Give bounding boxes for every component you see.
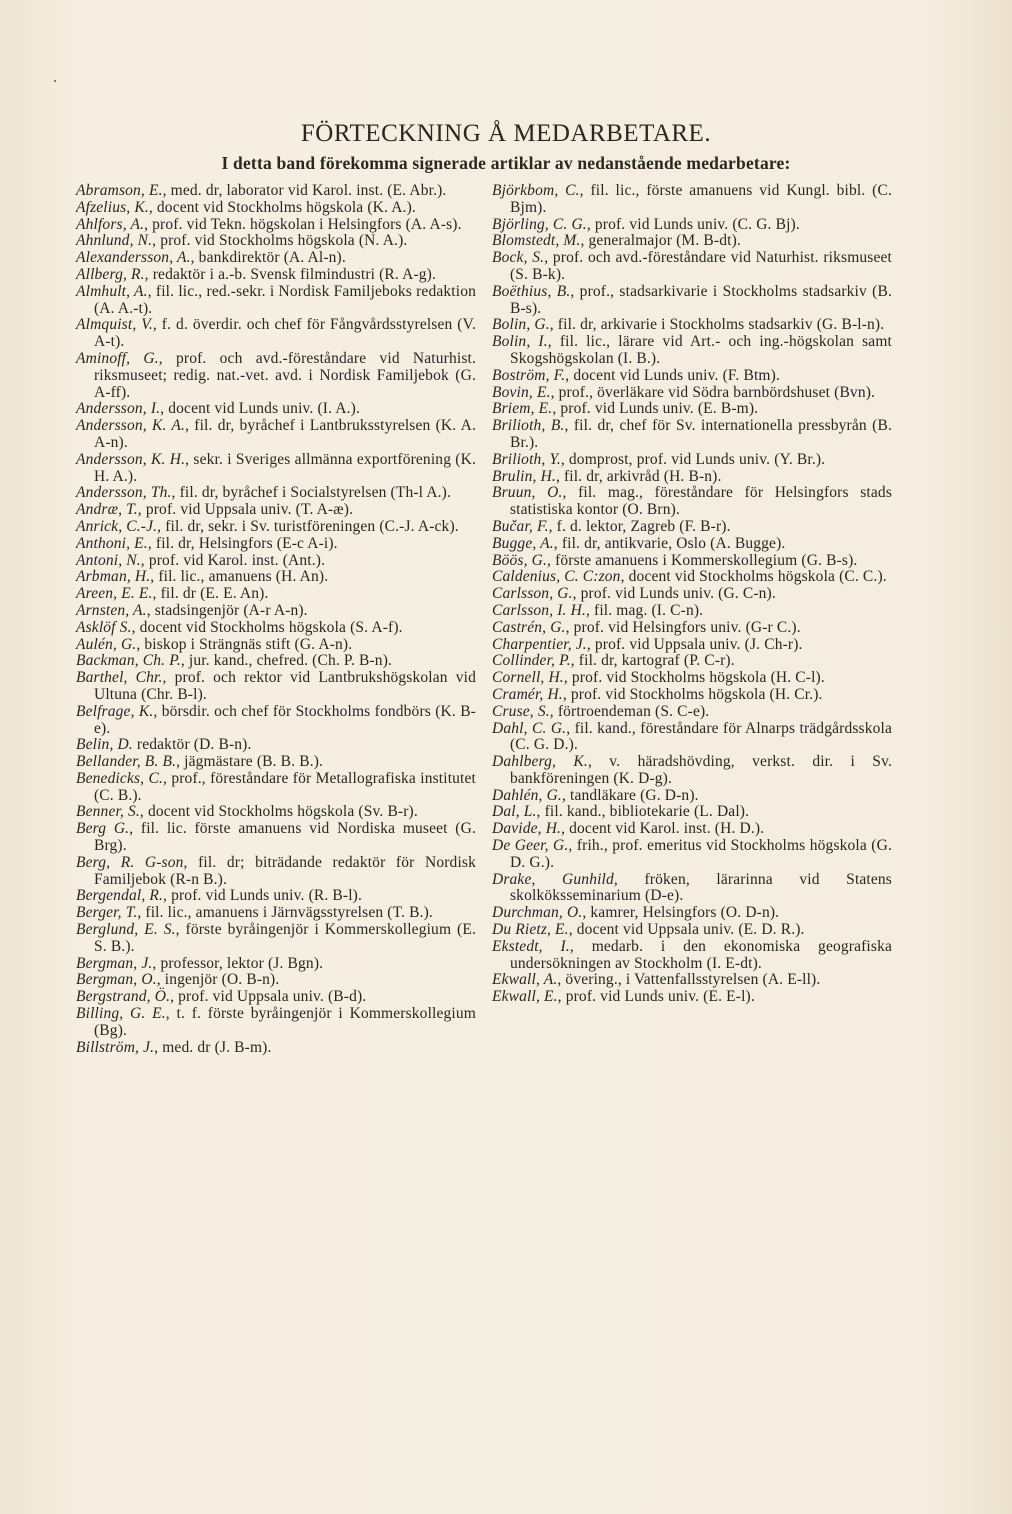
contributor-entry — [76, 502, 476, 519]
contributor-name: Collinder, P. — [492, 652, 571, 670]
contributor-name: Berg, R. G-son — [76, 853, 184, 871]
contributor-details: , fil. dr, byråchef i Lantbruksstyrelsen (K. A. A-n). — [94, 417, 476, 451]
left-column — [76, 183, 476, 1056]
contributor-details: , docent vid Stockholms högskola (C. C.). — [620, 568, 887, 586]
contributor-name: Böös, G. — [492, 551, 548, 569]
contributor-entry — [76, 922, 476, 956]
contributor-details: , prof. vid Helsingfors univ. (G-r C.). — [565, 618, 801, 636]
contributor-entry — [76, 888, 476, 905]
contributor-details: , fil. lic., förste amanuens vid Kungl. bibl. (C. Bjm). — [510, 182, 892, 216]
contributor-details: , prof. och avd.-föreståndare vid Naturhist. riksmuseet; redig. nat.-vet. avd. i Nordisk Familjebok (G. A-ff). — [94, 349, 476, 401]
contributor-name: Castrén, G. — [492, 618, 566, 636]
contributor-entry — [492, 838, 892, 872]
contributor-details: , fröken, lärarinna vid Statens skolköksseminarium (D-e). — [510, 870, 892, 905]
speck — [54, 80, 56, 82]
contributor-entry — [492, 922, 892, 939]
contributor-entry — [76, 452, 476, 486]
contributor-details: , frih., prof. emeritus vid Stockholms högskola (G. D. G.). — [510, 837, 892, 871]
contributor-details: , förste amanuens i Kommerskollegium (G. B-s). — [547, 551, 858, 569]
contributor-entry — [76, 956, 476, 973]
contributor-details: , fil. dr, Helsingfors (E-c A-i). — [147, 534, 338, 552]
contributor-entry — [76, 804, 476, 821]
contributor-entry — [492, 972, 892, 989]
contributor-entry — [76, 1040, 476, 1057]
contributor-entry — [76, 670, 476, 704]
contributor-name: Afzelius, K. — [76, 198, 149, 216]
contributor-details: , jägmästare (B. B. B.). — [176, 753, 324, 771]
contributor-entry — [76, 821, 476, 855]
contributor-name: Bolin, I. — [492, 333, 548, 351]
contributor-name: Bruun, O. — [492, 484, 563, 502]
contributor-details: , fil. kand., bibliotekarie (L. Dal). — [536, 803, 750, 821]
contributor-entry — [76, 418, 476, 452]
contributor-name: Bučar, F. — [492, 517, 549, 535]
contributor-name: De Geer, G. — [492, 837, 569, 855]
contributor-details: , docent vid Stockholms högskola (S. A-f). — [131, 618, 403, 636]
contributor-name: Backman, Ch. P. — [76, 652, 181, 670]
contributor-entry — [492, 670, 892, 687]
contributor-entry — [76, 217, 476, 234]
contributor-entry — [76, 653, 476, 670]
contributor-name: Bolin, G. — [492, 316, 550, 334]
contributor-entry — [76, 586, 476, 603]
contributor-details: , fil. lic., amanuens i Järnvägsstyrelsen (T. B.). — [137, 904, 433, 922]
contributor-details: , prof. vid Uppsala univ. (T. A-æ). — [137, 501, 354, 519]
contributor-entry — [76, 989, 476, 1006]
contributor-details: , sekr. i Sveriges allmänna exportförening (K. H. A.). — [94, 450, 476, 485]
contributor-details: , börsdir. och chef för Stockholms fondbörs (K. B-e). — [94, 702, 476, 737]
contributor-name: Ahlfors, A. — [76, 215, 145, 233]
contributor-name: Bergendal, R. — [76, 887, 164, 905]
contributor-name: Benedicks, C. — [76, 769, 164, 787]
contributor-details: , prof. vid Stockholms högskola (N. A.). — [152, 232, 408, 250]
contributor-details: redaktör (D. B-n). — [132, 736, 252, 754]
contributor-entry — [492, 586, 892, 603]
contributor-entry — [492, 939, 892, 973]
contributor-details: , fil. lic. förste amanuens vid Nordiska museet (G. Brg). — [94, 820, 476, 855]
contributor-details: , fil. dr, arkivråd (H. B-n). — [555, 467, 722, 485]
contributor-name: Aulén, G. — [76, 635, 137, 653]
contributor-details: , fil. dr (E. E. An). — [152, 585, 269, 603]
contributor-entry — [492, 284, 892, 318]
contributor-entry — [492, 183, 892, 217]
contributor-name: Berg G. — [76, 820, 130, 838]
contributor-entry — [76, 1006, 476, 1040]
contributor-name: Anthoni, E. — [76, 534, 148, 552]
contributor-details: , prof., föreståndare för Metallografiska institutet (C. B.). — [94, 769, 477, 804]
contributor-name: Brilioth, B. — [492, 417, 565, 435]
contributor-name: Cornell, H. — [492, 669, 564, 687]
contributor-entry — [492, 334, 892, 368]
contributor-name: Dal, L. — [492, 803, 537, 821]
contributor-name: Antoni, N. — [76, 551, 141, 569]
contributor-entry — [76, 905, 476, 922]
contributor-name: Bugge, A. — [492, 534, 554, 552]
contributor-details: , fil. dr, sekr. i Sv. turistföreningen (C.-J. A-ck). — [157, 517, 459, 535]
contributor-details: , förtroendeman (S. C-e). — [549, 702, 710, 720]
contributor-details: , prof. vid Lunds univ. (G. C-n). — [572, 585, 776, 603]
contributor-name: Carlsson, G. — [492, 585, 573, 603]
contributor-entry — [492, 452, 892, 469]
contributor-name: Davide, H. — [492, 820, 562, 838]
contributor-name: Brulin, H. — [492, 467, 556, 485]
contributor-name: Blomstedt, M. — [492, 232, 581, 250]
contributor-entry — [76, 401, 476, 418]
contributor-name: Ekwall, E. — [492, 988, 558, 1006]
contributor-entry — [76, 200, 476, 217]
contributor-name: Charpentier, J. — [492, 635, 587, 653]
contributor-name: Berger, T. — [76, 904, 138, 922]
contributor-details: , docent vid Stockholms högskola (K. A.). — [148, 198, 416, 216]
contributor-name: Ahnlund, N. — [76, 232, 153, 250]
contributor-details: , prof. vid Tekn. högskolan i Helsingfors (A. A-s). — [144, 215, 462, 233]
contributor-entry — [492, 788, 892, 805]
contributor-entry — [492, 905, 892, 922]
contributor-entry — [492, 653, 892, 670]
contributor-details: , fil. lic., red.-sekr. i Nordisk Familjeboks redaktion (A. A.-t). — [94, 282, 477, 317]
contributor-name: Allberg, R. — [76, 265, 145, 283]
contributor-details: , prof. vid Uppsala univ. (J. Ch-r). — [586, 635, 803, 653]
contributor-name: Billström, J. — [76, 1038, 155, 1056]
contributor-details: , fil. lic., amanuens (H. An). — [150, 568, 329, 586]
contributor-entry — [492, 519, 892, 536]
contributor-entry — [492, 401, 892, 418]
contributor-name: Andersson, K. A. — [76, 417, 186, 435]
contributor-name: Björling, C. G. — [492, 215, 587, 233]
contributor-details: , v. häradshövding, verkst. dir. i Sv. bankföreningen (K. D-g). — [510, 753, 892, 787]
contributor-details: , fil. mag., föreståndare för Helsingfors stads statistiska kontor (O. Brn). — [510, 484, 892, 519]
contributor-details: , fil. dr, kartograf (P. C-r). — [570, 652, 735, 670]
contributor-name: Björkbom, C. — [492, 182, 580, 199]
contributor-name: Bovin, E. — [492, 383, 551, 401]
contributor-entry — [76, 317, 476, 351]
contributor-name: Brilioth, Y. — [492, 450, 561, 468]
contributor-details: , jur. kand., chefred. (Ch. P. B-n). — [180, 652, 393, 670]
contributor-name: Alexandersson, A. — [76, 249, 191, 267]
contributor-details: , fil. lic., lärare vid Art.- och ing.-högskolan samt Skogshögskolan (I. B.). — [510, 333, 892, 367]
contributor-entry — [492, 872, 892, 906]
contributor-entry — [76, 771, 476, 805]
contributor-details: , prof. vid Lunds univ. (E. B-m). — [552, 400, 759, 418]
contributor-entry — [492, 754, 892, 788]
contributor-name: Belfrage, K. — [76, 702, 154, 720]
contributor-entry — [492, 485, 892, 519]
contributor-details: , f. d. överdir. och chef för Fångvårdsstyrelsen (V. A-t). — [94, 316, 476, 351]
contributor-name: Areen, E. E. — [76, 585, 153, 603]
contributor-name: Andersson, K. H. — [76, 450, 186, 468]
contributor-entry — [76, 972, 476, 989]
contributor-details: , generalmajor (M. B-dt). — [580, 232, 741, 250]
contributor-name: Andersson, I. — [76, 400, 161, 418]
contributor-name: Briem, E. — [492, 400, 553, 418]
contributor-details: , prof. vid Uppsala univ. (B-d). — [170, 988, 367, 1006]
contributor-entry — [76, 553, 476, 570]
contributor-details: , prof. vid Stockholms högskola (H. Cr.). — [562, 685, 823, 703]
contributor-entry — [76, 754, 476, 771]
contributor-entry — [492, 418, 892, 452]
contributor-entry — [492, 620, 892, 637]
contributor-name: Boström, F. — [492, 366, 566, 384]
contributor-details: , övering., i Vattenfallsstyrelsen (A. E-ll). — [557, 971, 821, 989]
contributor-details: , med. dr, laborator vid Karol. inst. (E. Abr.). — [162, 182, 447, 199]
contributor-name: Ekstedt, I. — [492, 937, 570, 955]
contributor-name: Anrick, C.-J. — [76, 517, 158, 535]
contributor-details: , prof. vid Karol. inst. (Ant.). — [140, 551, 326, 569]
page-title: FÖRTECKNING Å MEDARBETARE. — [300, 120, 712, 147]
contributor-name: Bock, S. — [492, 249, 545, 267]
contributor-details: , fil. dr; biträdande redaktör för Nordisk Familjebok (R-n B.). — [94, 853, 476, 888]
contributor-entry — [76, 704, 476, 738]
contributor-entry — [492, 368, 892, 385]
contributor-details: , docent vid Stockholms högskola (Sv. B-r). — [139, 803, 418, 821]
contributor-entry — [76, 737, 476, 754]
contributor-name: Berglund, E. S. — [76, 921, 176, 939]
contributor-details: , prof., stadsarkivarie i Stockholms stadsarkiv (B. B-s). — [510, 282, 893, 317]
contributor-name: Andræ, T. — [76, 501, 138, 519]
contributor-details: , docent vid Lunds univ. (I. A.). — [160, 400, 361, 418]
contributor-entry — [492, 317, 892, 334]
contributor-name: Arnsten, A. — [76, 601, 147, 619]
contributor-name: Caldenius, C. C:zon — [492, 568, 621, 586]
contributor-entry — [492, 989, 892, 1006]
contributor-name: Belin, D. — [76, 736, 133, 754]
contributor-entry — [76, 351, 476, 401]
contributor-details: , fil. dr, chef för Sv. internationella pressbyrån (B. Br.). — [510, 417, 892, 451]
contributor-entry — [76, 485, 476, 502]
contributor-details: , fil. dr, arkivarie i Stockholms stadsarkiv (G. B-l-n). — [549, 316, 885, 334]
contributor-entry — [492, 233, 892, 250]
contributor-details: , docent vid Uppsala univ. (E. D. R.). — [568, 921, 805, 939]
contributor-entry — [492, 603, 892, 620]
contributor-details: , domprost, prof. vid Lunds univ. (Y. Br.). — [560, 450, 826, 468]
contributor-entry — [492, 637, 892, 654]
contributor-entry — [76, 536, 476, 553]
contributor-name: Drake, Gunhild — [492, 870, 614, 888]
contributor-details: , medarb. i den ekonomiska geografiska undersökningen av Stockholm (I. E-dt). — [510, 937, 892, 972]
contributor-details: , tandläkare (G. D-n). — [561, 786, 699, 804]
contributor-entry — [492, 821, 892, 838]
contributor-name: Barthel, Chr. — [76, 669, 163, 687]
contributor-entry — [492, 704, 892, 721]
contributor-details: , fil. dr, byråchef i Socialstyrelsen (Th-l A.). — [171, 484, 452, 502]
contributor-details: , prof. vid Lunds univ. (C. G. Bj). — [586, 215, 800, 233]
contributor-details: , fil. dr, antikvarie, Oslo (A. Bugge). — [553, 534, 786, 552]
contributor-details: , professor, lektor (J. Bgn). — [152, 954, 324, 972]
right-column — [492, 183, 892, 1006]
contributor-entry — [76, 603, 476, 620]
contributor-entry — [76, 267, 476, 284]
contributor-name: Aminoff, G. — [76, 349, 159, 367]
contributor-name: Bergstrand, Ö. — [76, 988, 171, 1006]
contributor-name: Bellander, B. B. — [76, 753, 177, 771]
contributor-name: Andersson, Th. — [76, 484, 172, 502]
contributor-name: Almhult, A. — [76, 282, 148, 300]
contributor-details: , biskop i Strängnäs stift (G. A-n). — [136, 635, 353, 653]
contributor-details: , fil. mag. (I. C-n). — [585, 601, 704, 619]
contributor-name: Dahlberg, K. — [492, 753, 588, 771]
contributor-name: Carlsson, I. H. — [492, 601, 586, 619]
contributor-entry — [492, 569, 892, 586]
contributor-entry — [492, 804, 892, 821]
contributor-entry — [76, 519, 476, 536]
contributor-name: Dahlén, G. — [492, 786, 562, 804]
contributor-details: , prof., överläkare vid Södra barnbördshuset (Bvn). — [550, 383, 876, 401]
contributor-details: , docent vid Lunds univ. (F. Btm). — [565, 366, 780, 384]
contributor-details: , redaktör i a.-b. Svensk filmindustri (R. A-g). — [144, 265, 436, 283]
contributor-name: Benner, S. — [76, 803, 140, 821]
contributor-entry — [492, 553, 892, 570]
contributor-name: Cruse, S. — [492, 702, 550, 720]
contributor-name: Dahl, C. G. — [492, 719, 567, 737]
contributor-details: , docent vid Karol. inst. (H. D.). — [561, 820, 765, 838]
contributor-details: , ingenjör (O. B-n). — [156, 971, 280, 989]
contributor-details: , bankdirektör (A. Al-n). — [190, 249, 346, 267]
contributor-entry — [492, 721, 892, 755]
contributor-name: Asklöf S. — [76, 618, 132, 636]
contributor-entry — [76, 250, 476, 267]
contributor-details: , förste byråingenjör i Kommerskollegium (E. S. B.). — [94, 921, 476, 955]
contributor-entry — [76, 637, 476, 654]
contributor-details: , prof. vid Lunds univ. (R. B-l). — [163, 887, 363, 905]
contributor-name: Cramér, H. — [492, 685, 563, 703]
contributor-name: Arbman, H. — [76, 568, 151, 586]
contributor-details: , prof. vid Lunds univ. (E. E-l). — [557, 988, 755, 1006]
contributor-details: , f. d. lektor, Zagreb (F. B-r). — [548, 517, 731, 535]
contributor-entry — [492, 217, 892, 234]
contributor-entry — [492, 687, 892, 704]
contributor-entry — [76, 855, 476, 889]
contributor-details: , med. dr (J. B-m). — [154, 1038, 272, 1056]
contributor-entry — [76, 183, 476, 200]
contributor-details: , kamrer, Helsingfors (O. D-n). — [582, 904, 780, 922]
contributor-name: Boëthius, B. — [492, 282, 571, 300]
contributor-name: Abramson, E. — [76, 182, 163, 199]
contributor-details: , prof. och rektor vid Lantbrukshögskolan vid Ultuna (Chr. B-l). — [94, 669, 476, 703]
contributor-entry — [492, 536, 892, 553]
contributor-name: Ekwall, A. — [492, 971, 558, 989]
contributor-entry — [76, 284, 476, 318]
contributor-details: , prof. vid Stockholms högskola (H. C-l). — [563, 669, 825, 687]
contributor-name: Durchman, O. — [492, 904, 583, 922]
contributor-entry — [76, 569, 476, 586]
contributor-entry — [492, 250, 892, 284]
contributor-name: Bergman, J. — [76, 954, 153, 972]
contributor-name: Bergman, O. — [76, 971, 157, 989]
page-subtitle: I detta band förekomma signerade artiklar av nedanstående medarbetare: — [221, 153, 791, 173]
contributor-entry — [76, 620, 476, 637]
contributor-details: , t. f. förste byråingenjör i Kommerskollegium (Bg). — [94, 1005, 476, 1039]
contributor-name: Almquist, V. — [76, 316, 153, 334]
contributor-details: , fil. kand., föreståndare för Alnarps trädgårdsskola (C. G. D.). — [510, 719, 892, 754]
contributor-details: , stadsingenjör (A-r A-n). — [146, 601, 308, 619]
contributor-name: Billing, G. E. — [76, 1005, 166, 1023]
contributor-entry — [492, 385, 892, 402]
contributor-details: , prof. och avd.-föreståndare vid Naturhist. riksmuseet (S. B-k). — [510, 249, 893, 283]
contributor-entry — [492, 469, 892, 486]
contributor-name: Du Rietz, E. — [492, 921, 569, 939]
contributor-entry — [76, 233, 476, 250]
